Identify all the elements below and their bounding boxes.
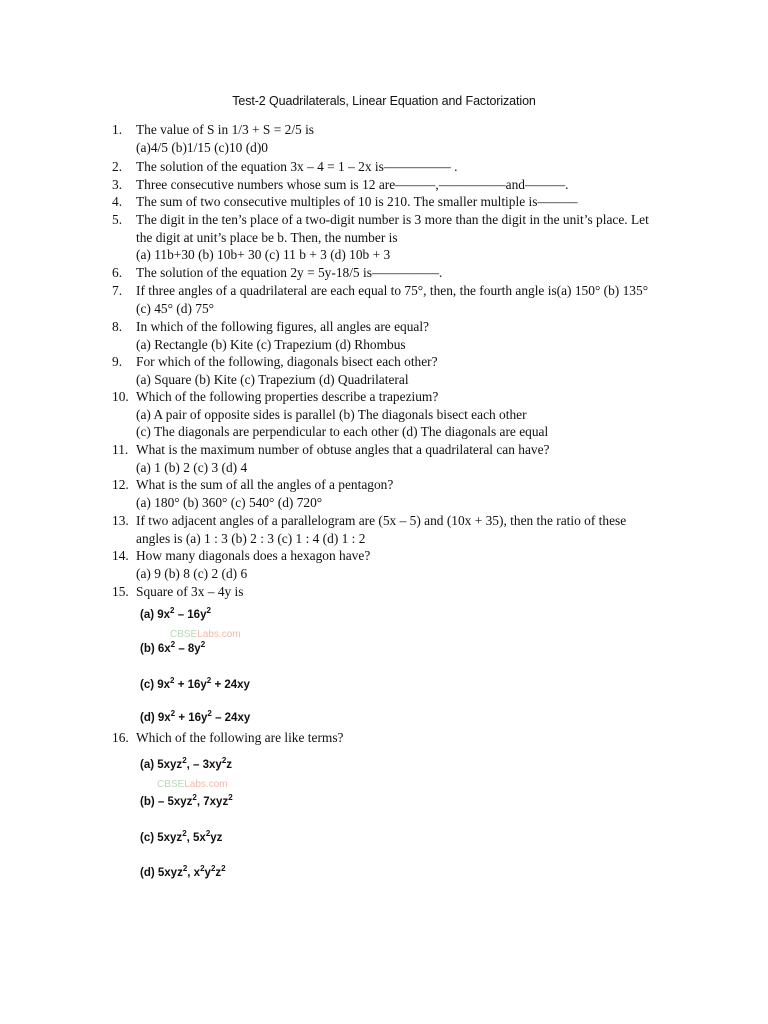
question-7 (112, 282, 672, 317)
question-number: 15. (112, 584, 129, 599)
question-number: 8. (112, 319, 123, 334)
question-15 (112, 583, 672, 601)
question-options: angles is (a) 1 : 3 (b) 2 : 3 (c) 1 : 4 (d) 1 : 2 (136, 530, 366, 546)
question-5 (112, 211, 672, 264)
question-number: 10. (112, 389, 129, 404)
question-number: 16. (112, 730, 129, 745)
question-text: What is the maximum number of obtuse angles that a quadrilateral can have? (136, 442, 550, 457)
q16-option-b: (b) – 5xyz$^2$, 7xyz$^2$ (140, 793, 233, 808)
question-12 (112, 476, 672, 511)
question-text: How many diagonals does a hexagon have? (136, 548, 371, 563)
question-text: The solution of the equation 2y = 5y-18/5 is—————. (136, 265, 443, 280)
question-options: (c) The diagonals are perpendicular to each other (d) The diagonals are equal (136, 424, 549, 440)
q15-option-c: (c) $9x^2 + 16y^2 + 24xy$ (140, 676, 250, 691)
question-4 (112, 193, 672, 211)
question-number: 1. (112, 122, 123, 137)
question-9 (112, 353, 672, 388)
question-text: Which of the following are like terms? (136, 730, 344, 745)
question-number: 13. (112, 513, 129, 528)
question-text: If three angles of a quadrilateral are each equal to 75°, then, the fourth angle is(a) 150° (b) 135° (136, 283, 649, 298)
question-8 (112, 318, 672, 353)
question-text: If two adjacent angles of a parallelogram are (5x – 5) and (10x + 35), then the ratio of these (136, 513, 627, 528)
question-number: 2. (112, 159, 123, 174)
question-14 (112, 547, 672, 582)
page-title: Test-2 Quadrilaterals, Linear Equation and Factorization (232, 94, 536, 108)
question-11 (112, 441, 672, 476)
question-text: the digit at unit’s place be b. Then, the number is (136, 229, 398, 245)
question-10 (112, 388, 672, 441)
question-text: The digit in the ten’s place of a two-digit number is 3 more than the digit in the unit’s place. Let (136, 212, 649, 227)
question-number: 4. (112, 194, 123, 209)
question-options: (c) 45° (d) 75° (136, 300, 215, 316)
question-options: (a) Rectangle (b) Kite (c) Trapezium (d) Rhombus (136, 336, 406, 352)
question-options: (a) Square (b) Kite (c) Trapezium (d) Quadrilateral (136, 371, 409, 387)
watermark: CBSELabs.com (170, 629, 241, 640)
q16-option-a: (a) 5xyz$^2$, – $3xy^2z$ (140, 756, 233, 771)
watermark: CBSELabs.com (157, 779, 228, 790)
q16-option-c: (c) 5xyz$^2$, $5x^2yz$ (140, 829, 223, 844)
question-options: (a) 1 (b) 2 (c) 3 (d) 4 (136, 459, 248, 475)
question-text: The solution of the equation 3x – 4 = 1 – 2x is————— . (136, 159, 458, 174)
question-number: 6. (112, 265, 123, 280)
question-text: In which of the following figures, all angles are equal? (136, 319, 430, 334)
question-text: The value of S in 1/3 + S = 2/5 is (136, 122, 315, 137)
question-number: 7. (112, 283, 123, 298)
question-options: (a) 11b+30 (b) 10b+ 30 (c) 11 b + 3 (d) 10b + 3 (136, 247, 391, 263)
q15-option-b: (b) $6x^2 - 8y^2$ (140, 640, 206, 655)
question-options: (a) A pair of opposite sides is parallel (b) The diagonals bisect each other (136, 406, 527, 422)
question-number: 5. (112, 212, 123, 227)
question-16 (112, 729, 672, 747)
question-options: (a)4/5 (b)1/15 (c)10 (d)0 (136, 139, 268, 155)
q15-option-a: (a) $9x^2 - 16y^2$ (140, 606, 211, 621)
question-6 (112, 264, 672, 282)
question-1 (112, 121, 672, 156)
question-text: Three consecutive numbers whose sum is 12 are———,—————and———. (136, 177, 569, 192)
question-number: 3. (112, 177, 123, 192)
question-text: The sum of two consecutive multiples of 10 is 210. The smaller multiple is——— (136, 194, 578, 209)
question-text: Square of 3x – 4y is (136, 584, 244, 599)
question-number: 9. (112, 354, 123, 369)
q15-option-d: (d) $9x^2 + 16y^2 - 24xy$ (140, 709, 251, 724)
question-text: What is the sum of all the angles of a pentagon? (136, 477, 394, 492)
q16-option-d: (d) 5xyz$^2$, $x^2y^2z^2$ (140, 864, 226, 879)
question-text: Which of the following properties describe a trapezium? (136, 389, 439, 404)
question-13 (112, 512, 672, 547)
question-options: (a) 9 (b) 8 (c) 2 (d) 6 (136, 565, 248, 581)
question-options: (a) 180° (b) 360° (c) 540° (d) 720° (136, 494, 323, 510)
question-number: 14. (112, 548, 129, 563)
question-3 (112, 176, 672, 194)
question-2 (112, 158, 672, 176)
question-number: 11. (112, 442, 129, 457)
question-number: 12. (112, 477, 129, 492)
question-text: For which of the following, diagonals bisect each other? (136, 354, 438, 369)
